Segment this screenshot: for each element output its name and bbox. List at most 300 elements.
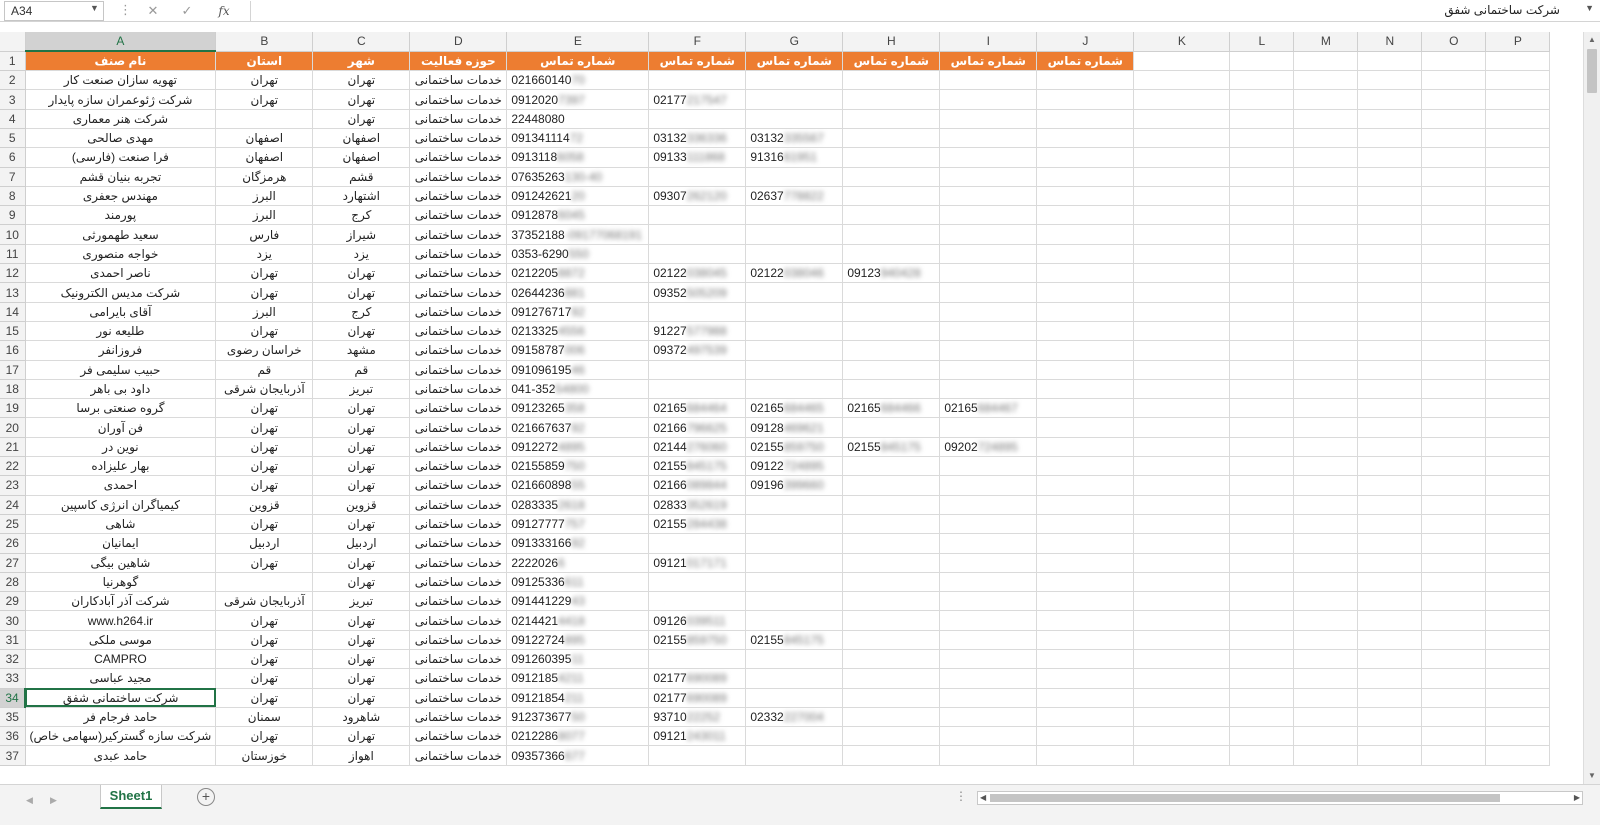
phone-cell[interactable] <box>649 611 746 630</box>
cell[interactable] <box>1422 669 1486 688</box>
cell[interactable] <box>1486 688 1550 707</box>
cell[interactable] <box>843 321 940 340</box>
cell[interactable] <box>1230 457 1294 476</box>
cell[interactable] <box>843 128 940 147</box>
cell[interactable]: البرز <box>216 302 313 321</box>
cell[interactable] <box>940 341 1037 360</box>
phone-cell[interactable] <box>649 186 746 205</box>
column-header-h[interactable]: H <box>843 32 940 51</box>
cell[interactable] <box>940 302 1037 321</box>
phone-cell[interactable] <box>507 167 649 186</box>
cell[interactable] <box>1422 71 1486 90</box>
cell[interactable] <box>843 611 940 630</box>
cell[interactable] <box>1486 321 1550 340</box>
row-header[interactable]: 5 <box>0 128 25 147</box>
column-header-d[interactable]: D <box>410 32 507 51</box>
phone-cell[interactable] <box>507 360 649 379</box>
cell[interactable]: البرز <box>216 206 313 225</box>
cell[interactable] <box>1358 321 1422 340</box>
cell[interactable] <box>1230 71 1294 90</box>
cell[interactable]: فرا صنعت (فارسی) <box>25 148 216 167</box>
horizontal-scroll-thumb[interactable] <box>990 794 1500 802</box>
phone-cell[interactable] <box>507 341 649 360</box>
cell[interactable]: تهران <box>216 321 313 340</box>
cell[interactable]: خدمات ساختمانی <box>410 553 507 572</box>
cell[interactable]: قم <box>216 360 313 379</box>
cell[interactable] <box>940 90 1037 109</box>
cell[interactable] <box>649 746 746 765</box>
cell[interactable]: خدمات ساختمانی <box>410 360 507 379</box>
cell[interactable] <box>649 167 746 186</box>
cell[interactable]: داود بی باهر <box>25 379 216 398</box>
cell[interactable]: خراسان رضوی <box>216 341 313 360</box>
cell[interactable] <box>1486 360 1550 379</box>
cell[interactable] <box>1230 128 1294 147</box>
cell[interactable]: تهران <box>216 437 313 456</box>
cell[interactable]: شرکت هنر معماری <box>25 109 216 128</box>
cell[interactable]: نام صنف <box>25 51 216 70</box>
cell[interactable]: حامد فرجام فر <box>25 707 216 726</box>
phone-cell[interactable] <box>649 437 746 456</box>
cell[interactable] <box>843 302 940 321</box>
cell[interactable] <box>1134 495 1230 514</box>
cell[interactable]: کرج <box>313 302 410 321</box>
vertical-scroll-thumb[interactable] <box>1587 49 1597 93</box>
cell[interactable] <box>1422 109 1486 128</box>
cell[interactable] <box>1134 186 1230 205</box>
cell[interactable] <box>1294 341 1358 360</box>
cell[interactable]: تهران <box>216 399 313 418</box>
phone-cell[interactable] <box>507 514 649 533</box>
cell[interactable] <box>1134 572 1230 591</box>
cell[interactable] <box>940 109 1037 128</box>
cell[interactable] <box>843 225 940 244</box>
cell[interactable] <box>1358 727 1422 746</box>
cell[interactable]: کیمیاگران انرژی کاسپین <box>25 495 216 514</box>
cell[interactable] <box>843 592 940 611</box>
cell[interactable] <box>843 244 940 263</box>
phone-cell[interactable] <box>843 264 940 283</box>
cell[interactable] <box>1486 418 1550 437</box>
cell[interactable] <box>1134 553 1230 572</box>
cell[interactable] <box>1294 71 1358 90</box>
add-sheet-button[interactable]: + <box>197 788 215 806</box>
cell[interactable] <box>1134 302 1230 321</box>
cell[interactable]: تهران <box>216 283 313 302</box>
cell[interactable] <box>746 379 843 398</box>
phone-cell[interactable] <box>746 476 843 495</box>
cell[interactable] <box>1358 341 1422 360</box>
column-header-g[interactable]: G <box>746 32 843 51</box>
cell[interactable] <box>1358 688 1422 707</box>
cell[interactable] <box>1037 244 1134 263</box>
row-header[interactable]: 10 <box>0 225 25 244</box>
cell[interactable] <box>1422 206 1486 225</box>
phone-cell[interactable] <box>649 128 746 147</box>
phone-cell[interactable] <box>507 302 649 321</box>
cell[interactable]: خدمات ساختمانی <box>410 167 507 186</box>
cell[interactable] <box>1422 572 1486 591</box>
cell[interactable] <box>1486 457 1550 476</box>
cell[interactable]: خواجه منصوری <box>25 244 216 263</box>
cell[interactable] <box>843 553 940 572</box>
cell[interactable] <box>1422 244 1486 263</box>
cell[interactable] <box>746 167 843 186</box>
cell[interactable]: خدمات ساختمانی <box>410 514 507 533</box>
row-header[interactable]: 20 <box>0 418 25 437</box>
cell[interactable] <box>940 534 1037 553</box>
cell[interactable] <box>1037 746 1134 765</box>
cell[interactable]: تهران <box>313 727 410 746</box>
phone-cell[interactable] <box>649 283 746 302</box>
cell[interactable] <box>1422 186 1486 205</box>
cell[interactable]: مجید عباسی <box>25 669 216 688</box>
cell[interactable]: تهران <box>216 90 313 109</box>
cell[interactable] <box>940 476 1037 495</box>
cell[interactable]: خدمات ساختمانی <box>410 437 507 456</box>
column-header-o[interactable]: O <box>1422 32 1486 51</box>
cell[interactable] <box>1134 592 1230 611</box>
phone-cell[interactable] <box>507 321 649 340</box>
cell[interactable]: خدمات ساختمانی <box>410 669 507 688</box>
cell[interactable] <box>843 379 940 398</box>
cell[interactable]: خدمات ساختمانی <box>410 90 507 109</box>
phone-cell[interactable] <box>649 457 746 476</box>
cell[interactable] <box>1422 553 1486 572</box>
phone-cell[interactable] <box>507 399 649 418</box>
cell[interactable]: تهران <box>216 669 313 688</box>
cell[interactable]: شیراز <box>313 225 410 244</box>
row-header[interactable]: 19 <box>0 399 25 418</box>
cell[interactable] <box>940 688 1037 707</box>
cell[interactable]: مهندس جعفری <box>25 186 216 205</box>
cell[interactable]: تهران <box>216 727 313 746</box>
column-header-f[interactable]: F <box>649 32 746 51</box>
cell[interactable] <box>940 360 1037 379</box>
cell[interactable] <box>1358 534 1422 553</box>
cell[interactable] <box>1037 399 1134 418</box>
cell[interactable] <box>940 630 1037 649</box>
cell[interactable] <box>1037 688 1134 707</box>
cell[interactable] <box>1230 495 1294 514</box>
cell[interactable] <box>1486 437 1550 456</box>
cell[interactable]: خدمات ساختمانی <box>410 302 507 321</box>
cell[interactable] <box>1486 244 1550 263</box>
cell[interactable] <box>1486 534 1550 553</box>
cell[interactable] <box>1486 167 1550 186</box>
cell[interactable] <box>1134 264 1230 283</box>
cell[interactable]: تهران <box>313 669 410 688</box>
cell[interactable]: خدمات ساختمانی <box>410 186 507 205</box>
cell[interactable] <box>746 611 843 630</box>
cell[interactable] <box>1037 495 1134 514</box>
cell[interactable] <box>1294 148 1358 167</box>
phone-cell[interactable] <box>843 437 940 456</box>
cell[interactable] <box>843 206 940 225</box>
cell[interactable]: شرکت ژئوعمران سازه پایدار <box>25 90 216 109</box>
cell[interactable] <box>843 457 940 476</box>
cell[interactable] <box>649 379 746 398</box>
cell[interactable]: تهران <box>313 264 410 283</box>
cell[interactable]: احمدی <box>25 476 216 495</box>
cell[interactable] <box>746 495 843 514</box>
cell[interactable] <box>1486 264 1550 283</box>
phone-cell[interactable] <box>746 128 843 147</box>
cell[interactable] <box>1230 669 1294 688</box>
phone-cell[interactable] <box>507 495 649 514</box>
cell[interactable] <box>1294 264 1358 283</box>
cell[interactable] <box>1294 399 1358 418</box>
cell[interactable] <box>940 727 1037 746</box>
phone-cell[interactable] <box>507 186 649 205</box>
cell[interactable] <box>1230 51 1294 70</box>
cell[interactable] <box>1422 225 1486 244</box>
cell[interactable] <box>1230 630 1294 649</box>
cell[interactable] <box>1294 109 1358 128</box>
phone-cell[interactable] <box>649 148 746 167</box>
cell[interactable] <box>1134 341 1230 360</box>
cell[interactable] <box>1134 321 1230 340</box>
phone-cell[interactable] <box>507 264 649 283</box>
cell[interactable]: خدمات ساختمانی <box>410 534 507 553</box>
cell[interactable] <box>1037 264 1134 283</box>
cell[interactable] <box>1422 437 1486 456</box>
cell[interactable] <box>1358 186 1422 205</box>
cell[interactable]: تهران <box>216 457 313 476</box>
cell[interactable]: تهران <box>216 688 313 707</box>
phone-cell[interactable] <box>746 457 843 476</box>
cell[interactable] <box>1230 418 1294 437</box>
phone-cell[interactable] <box>649 707 746 726</box>
cell[interactable] <box>1486 553 1550 572</box>
cell[interactable] <box>1486 302 1550 321</box>
phone-cell[interactable] <box>507 437 649 456</box>
cell[interactable] <box>1422 128 1486 147</box>
phone-cell[interactable] <box>746 399 843 418</box>
cell[interactable] <box>1294 302 1358 321</box>
cell[interactable] <box>1230 206 1294 225</box>
cell[interactable] <box>649 592 746 611</box>
phone-cell[interactable] <box>507 148 649 167</box>
cell[interactable] <box>1037 514 1134 533</box>
cell[interactable] <box>1486 341 1550 360</box>
cell[interactable]: پورمند <box>25 206 216 225</box>
phone-cell[interactable] <box>507 244 649 263</box>
row-header[interactable]: 9 <box>0 206 25 225</box>
row-header[interactable]: 1 <box>0 51 25 70</box>
cell[interactable]: تهران <box>313 437 410 456</box>
cell[interactable] <box>1422 514 1486 533</box>
cell[interactable]: اردبیل <box>313 534 410 553</box>
phone-cell[interactable] <box>649 669 746 688</box>
cell[interactable] <box>843 186 940 205</box>
cell[interactable]: خدمات ساختمانی <box>410 399 507 418</box>
cell[interactable] <box>1230 399 1294 418</box>
cell[interactable] <box>1486 128 1550 147</box>
row-header[interactable]: 24 <box>0 495 25 514</box>
row-header[interactable]: 17 <box>0 360 25 379</box>
cell[interactable] <box>843 650 940 669</box>
cell[interactable] <box>1422 51 1486 70</box>
column-header-n[interactable]: N <box>1358 32 1422 51</box>
cell[interactable] <box>843 90 940 109</box>
cell[interactable] <box>940 167 1037 186</box>
cell[interactable]: خدمات ساختمانی <box>410 457 507 476</box>
cell[interactable] <box>1294 457 1358 476</box>
phone-cell[interactable] <box>746 418 843 437</box>
cell[interactable]: تهران <box>313 418 410 437</box>
column-header-p[interactable]: P <box>1486 32 1550 51</box>
cell[interactable] <box>843 148 940 167</box>
cell[interactable]: خدمات ساختمانی <box>410 630 507 649</box>
cell[interactable] <box>1230 688 1294 707</box>
cell[interactable] <box>746 244 843 263</box>
cell[interactable] <box>746 206 843 225</box>
cell[interactable]: شهر <box>313 51 410 70</box>
cell[interactable]: خدمات ساختمانی <box>410 244 507 263</box>
cell[interactable] <box>940 650 1037 669</box>
cell[interactable] <box>1134 514 1230 533</box>
cell[interactable] <box>746 572 843 591</box>
cell[interactable] <box>1486 71 1550 90</box>
cell[interactable] <box>746 746 843 765</box>
chevron-down-icon[interactable]: ▼ <box>90 3 99 13</box>
tab-next-icon[interactable]: ▶ <box>50 795 57 805</box>
cell[interactable] <box>843 418 940 437</box>
row-header[interactable]: 3 <box>0 90 25 109</box>
cell[interactable]: خدمات ساختمانی <box>410 283 507 302</box>
cell[interactable] <box>1037 650 1134 669</box>
cell[interactable]: موسی ملکی <box>25 630 216 649</box>
scroll-up-icon[interactable]: ▲ <box>1588 35 1596 44</box>
cell[interactable] <box>1037 128 1134 147</box>
cell[interactable]: خدمات ساختمانی <box>410 707 507 726</box>
cell[interactable] <box>1230 186 1294 205</box>
cell[interactable] <box>1037 379 1134 398</box>
cell[interactable]: قشم <box>313 167 410 186</box>
cell[interactable]: شرکت آذر آبادکاران <box>25 592 216 611</box>
cell[interactable]: بهار علیزاده <box>25 457 216 476</box>
cell[interactable]: شماره تماس <box>649 51 746 70</box>
cell[interactable] <box>940 669 1037 688</box>
cell[interactable] <box>1134 90 1230 109</box>
cell[interactable] <box>1486 225 1550 244</box>
cell[interactable] <box>649 360 746 379</box>
cell[interactable]: خوزستان <box>216 746 313 765</box>
cell[interactable] <box>1230 341 1294 360</box>
cell[interactable] <box>1486 707 1550 726</box>
cell[interactable] <box>1422 630 1486 649</box>
cell[interactable] <box>1294 495 1358 514</box>
cell[interactable]: خدمات ساختمانی <box>410 379 507 398</box>
cell[interactable] <box>1358 109 1422 128</box>
cell[interactable] <box>1358 244 1422 263</box>
row-header[interactable]: 33 <box>0 669 25 688</box>
phone-cell[interactable] <box>940 399 1037 418</box>
cell[interactable] <box>216 572 313 591</box>
cell[interactable]: خدمات ساختمانی <box>410 650 507 669</box>
row-header[interactable]: 2 <box>0 71 25 90</box>
cell[interactable] <box>1230 727 1294 746</box>
cell[interactable] <box>1294 727 1358 746</box>
column-header-m[interactable]: M <box>1294 32 1358 51</box>
cell[interactable] <box>1358 225 1422 244</box>
cell[interactable] <box>843 360 940 379</box>
cell[interactable] <box>1358 437 1422 456</box>
cell[interactable]: تهویه سازان صنعت کار <box>25 71 216 90</box>
cell[interactable]: تهران <box>313 399 410 418</box>
cell[interactable] <box>1037 707 1134 726</box>
cell[interactable] <box>1294 186 1358 205</box>
cell[interactable] <box>1422 148 1486 167</box>
cell[interactable] <box>649 650 746 669</box>
cell[interactable] <box>1358 283 1422 302</box>
cell[interactable] <box>1486 572 1550 591</box>
cell[interactable] <box>1230 90 1294 109</box>
phone-cell[interactable] <box>507 128 649 147</box>
cell[interactable] <box>1294 360 1358 379</box>
cell[interactable] <box>1294 630 1358 649</box>
cell[interactable] <box>1134 650 1230 669</box>
cell[interactable] <box>1294 572 1358 591</box>
cell[interactable] <box>1294 206 1358 225</box>
cell[interactable] <box>940 746 1037 765</box>
cell[interactable] <box>940 457 1037 476</box>
cell[interactable] <box>1422 167 1486 186</box>
cell[interactable] <box>1037 476 1134 495</box>
cell[interactable] <box>1294 707 1358 726</box>
cell[interactable] <box>1422 495 1486 514</box>
cell[interactable] <box>1037 90 1134 109</box>
row-header[interactable]: 16 <box>0 341 25 360</box>
cell[interactable] <box>649 534 746 553</box>
cell[interactable] <box>1230 302 1294 321</box>
column-header-i[interactable]: I <box>940 32 1037 51</box>
cell[interactable] <box>746 302 843 321</box>
cell[interactable] <box>843 109 940 128</box>
cell[interactable] <box>1037 457 1134 476</box>
cell[interactable]: تجربه بنیان قشم <box>25 167 216 186</box>
cell[interactable] <box>940 514 1037 533</box>
row-header[interactable]: 14 <box>0 302 25 321</box>
scroll-down-icon[interactable]: ▼ <box>1588 771 1596 780</box>
cell[interactable] <box>746 321 843 340</box>
cell[interactable]: حامد عبدی <box>25 746 216 765</box>
cell[interactable]: سمنان <box>216 707 313 726</box>
cell[interactable]: فارس <box>216 225 313 244</box>
phone-cell[interactable] <box>649 630 746 649</box>
cell[interactable] <box>1134 688 1230 707</box>
cell[interactable] <box>1037 109 1134 128</box>
cell[interactable]: تهران <box>313 283 410 302</box>
cell[interactable] <box>1358 418 1422 437</box>
cell[interactable]: تهران <box>313 553 410 572</box>
phone-cell[interactable] <box>649 727 746 746</box>
cell[interactable] <box>1358 71 1422 90</box>
cell[interactable] <box>1358 51 1422 70</box>
phone-cell[interactable] <box>507 592 649 611</box>
cell[interactable] <box>746 650 843 669</box>
phone-cell[interactable] <box>746 707 843 726</box>
row-header[interactable]: 30 <box>0 611 25 630</box>
cell[interactable]: شاهرود <box>313 707 410 726</box>
cell[interactable]: خدمات ساختمانی <box>410 225 507 244</box>
cell[interactable] <box>1037 186 1134 205</box>
cell[interactable] <box>746 71 843 90</box>
phone-cell[interactable] <box>507 669 649 688</box>
cell[interactable]: خدمات ساختمانی <box>410 418 507 437</box>
cell[interactable] <box>1134 418 1230 437</box>
